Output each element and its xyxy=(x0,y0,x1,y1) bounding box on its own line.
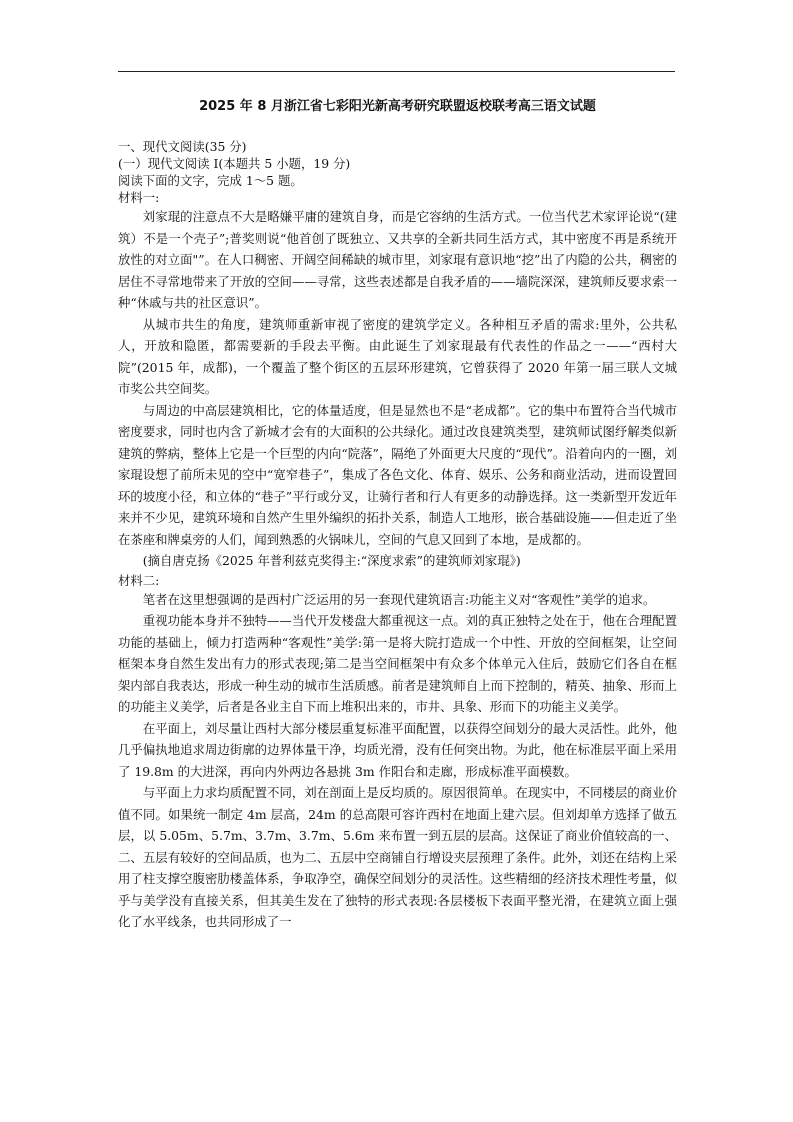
subsection-heading: (一）现代文阅读 Ⅰ(本题共 5 小题，19 分) xyxy=(118,156,351,171)
paragraph: 从城市共生的角度，建筑师重新审视了密度的建筑学定义。各种相互矛盾的需求:里外，公共私人，开放和隐匿，都需要新的手段去平衡。由此诞生了刘家琨最有代表性的作品之一——“西村大院”(2015 年，成都)，一个覆盖了整个街区的五层环形建筑，它曾获得了 2020 年第一届三联人文城市奖公共空间奖。 xyxy=(118,316,677,396)
exam-title: 2025 年 8 月浙江省七彩阳光新高考研究联盟返校联考高三语文试题 xyxy=(199,99,596,114)
material-2-label: 材料二: xyxy=(118,572,160,588)
material-1 xyxy=(118,206,677,572)
paragraph: 重视功能本身并不独特——当代开发楼盘大都重视这一点。刘的真正独特之处在于，他在合理配置功能的基础上，倾力打造两种“客观性”美学:第一是将大院打造成一个中性、开放的空间框架，让空间框架本身自然生发出有力的形式表现;第二是当空间框架中有众多个体单元入住后，鼓励它们各自在框架内部自我表达，形成一种生动的城市生活质感。前者是建筑师自上而下控制的，精英、抽象、形而上的功能主义美学，后者是各业主自下而上堆积出来的，市井、具象、形而下的功能主义美学。 xyxy=(118,613,677,714)
paragraph: 刘家琨的注意点不大是略嫌平庸的建筑自身，而是它容纳的生活方式。一位当代艺术家评论说“(建筑）不是一个壳子”;普奖则说“他首创了既独立、又共享的全新共同生活方式，其中密度不再是系统开放性的对立面"”。在人口稠密、开阔空间稀缺的城市里，刘家琨有意识地“挖”出了内隐的公共，稠密的居住不寻常地带来了开放的空间——寻常，这些表述都是自我矛盾的——墙院深深，建筑师反要求索一种“休戚与共的社区意识”。 xyxy=(118,209,677,310)
reading-instruction: 阅读下面的文字，完成 1～5 题。 xyxy=(118,173,303,188)
paragraph: 与平面上力求均质配置不同，刘在剖面上是反均质的。原因很简单。在现实中，不同楼层的商业价值不同。如果统一制定 4m 层高，24m 的总高限可容许西村在地面上建六层。但刘却单方选择了做五层，以 5.05m、5.7m、3.7m、3.7m、5.6m 来布置一到五层的层高。这保证了商业价值较高的一、二、五层有较好的空间品质，也为二、五层中空商铺自行增设夹层预理了条件。此外，刘还在结构上采用了柱支撑空腹密肋楼盖体系，争取净空，确保空间划分的灵活性。这些精细的经济技术理性考量，似乎与美学没有直接关系，但其美生发在了独特的形式表现:各层楼板下表面平整光滑，在建筑立面上强化了水平线条，也共同形成了一 xyxy=(118,785,677,929)
paragraph: 与周边的中高层建筑相比，它的体量适度，但是显然也不是“老成都”。它的集中布置符合当代城市密度要求，同时也内含了新城才会有的大面积的公共绿化。通过改良建筑类型，建筑师试图纾解类似新建筑的弊病，整体上它是一个巨型的内向“院落”，隔绝了外面更大尺度的“现代”。沿着向内的一圈，刘家琨设想了前所未见的空中“宽窄巷子”，集成了各色文化、体育、娱乐、公务和商业活动，进而设置回环的坡度小径，和立体的“巷子”平行或分叉，让骑行者和行人有更多的动静选择。这一类新型开发近年来并不少见，建筑环境和自然产生里外编织的拓扑关系，制造人工地形，嵌合基础设施——但走近了坐在茶座和牌桌旁的人们，闻到熟悉的火锅味儿，空间的气息又回到了本地，是成都的。 xyxy=(118,402,677,547)
source-citation: (摘自唐克扬《2025 年普利兹克奖得主:“深度求索”的建筑师刘家琨》) xyxy=(142,553,521,568)
header-rule xyxy=(118,71,675,72)
material-2 xyxy=(118,589,677,933)
section-heading: 一、现代文阅读(35 分) xyxy=(118,139,247,154)
paragraph: 在平面上，刘尽量让西村大部分楼层重复标准平面配置，以获得空间划分的最大灵活性。此外，他几乎偏执地追求周边街廓的边界体量干净，均质光滑，没有任何突出物。为此，他在标准层平面上采用了 19.8m 的大进深，再向内外两边各悬挑 3m 作阳台和走廊，形成标准平面模数。 xyxy=(118,720,677,779)
paragraph: 笔者在这里想强调的是西村广泛运用的另一套现代建筑语言:功能主义对“客观性”美学的追求。 xyxy=(142,591,656,607)
material-1-label: 材料一: xyxy=(118,190,160,205)
exam-page xyxy=(118,98,677,933)
